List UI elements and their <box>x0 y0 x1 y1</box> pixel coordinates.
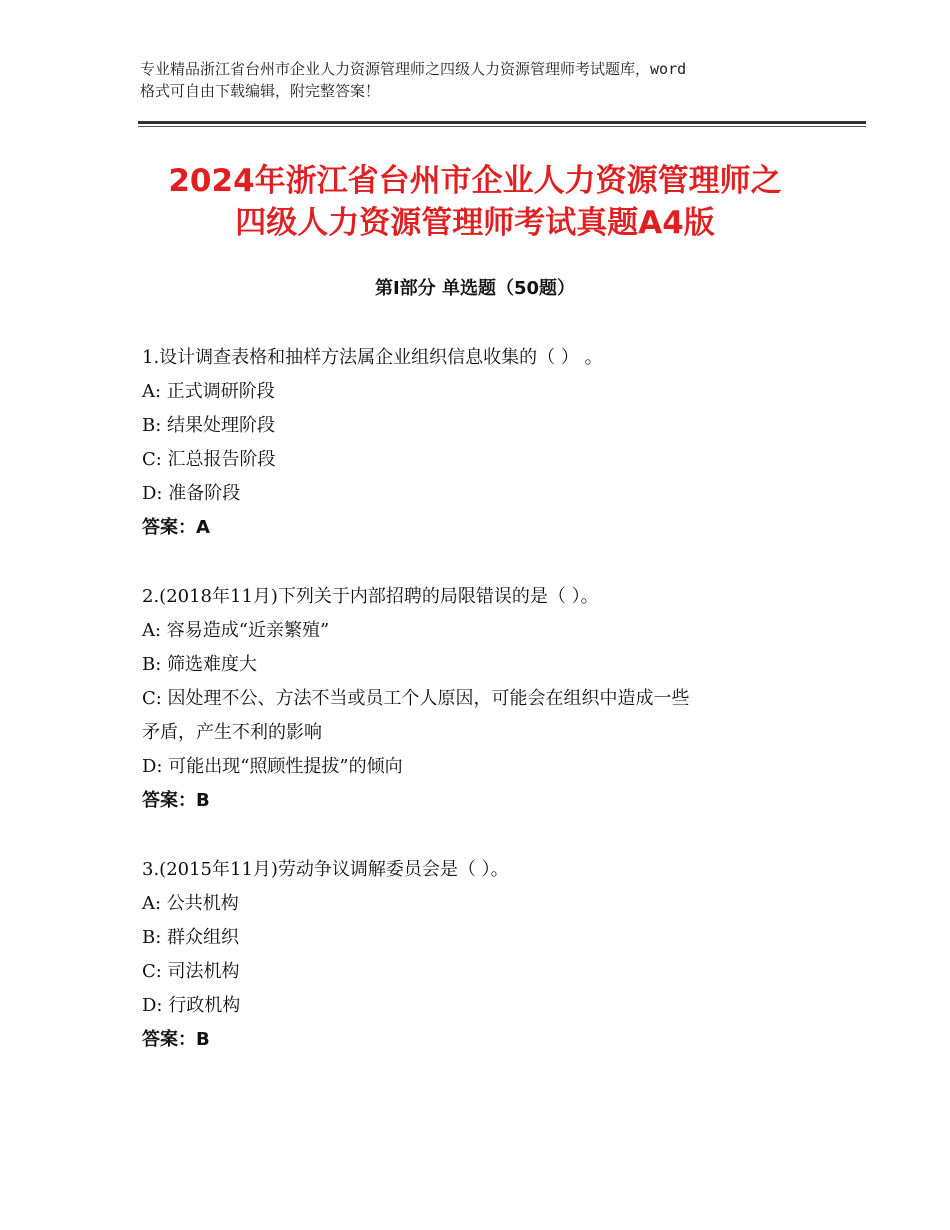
question-1 <box>142 341 822 545</box>
option-d: D: 可能出现“照顾性提拔”的倾向 <box>142 756 403 777</box>
option-a: A: 正式调研阶段 <box>142 381 275 402</box>
answer: 答案：A <box>142 517 210 538</box>
header-rule-thin <box>138 126 866 127</box>
question-3 <box>142 853 822 1057</box>
option-c: C: 汇总报告阶段 <box>142 449 276 470</box>
option-c: C: 因处理不公、方法不当或员工个人原因，可能会在组织中造成一些 <box>142 688 690 709</box>
header-note-line-2: 格式可自由下载编辑，附完整答案！ <box>140 82 381 100</box>
question-stem: 2.(2018年11月)下列关于内部招聘的局限错误的是（ ）。 <box>142 586 599 607</box>
document-title-line-2: 四级人力资源管理师考试真题A4版 <box>235 205 715 241</box>
document-title <box>75 160 875 244</box>
answer: 答案：B <box>142 790 210 811</box>
header-rule-thick <box>138 121 866 124</box>
option-d: D: 行政机构 <box>142 995 241 1016</box>
option-d: D: 准备阶段 <box>142 483 241 504</box>
option-c-continued: 矛盾，产生不利的影响 <box>142 722 322 743</box>
option-b: B: 结果处理阶段 <box>142 415 276 436</box>
option-c: C: 司法机构 <box>142 961 240 982</box>
option-b: B: 群众组织 <box>142 927 240 948</box>
header-note <box>140 58 830 102</box>
option-a: A: 公共机构 <box>142 893 239 914</box>
header-note-line-1: 专业精品浙江省台州市企业人力资源管理师之四级人力资源管理师考试题库，word <box>140 60 687 78</box>
question-stem: 1.设计调查表格和抽样方法属企业组织信息收集的（ ） 。 <box>142 347 603 368</box>
section-heading: 第Ⅰ部分 单选题（50题） <box>374 278 575 299</box>
question-stem: 3.(2015年11月)劳动争议调解委员会是（ ）。 <box>142 859 509 880</box>
option-a: A: 容易造成“近亲繁殖” <box>142 620 330 641</box>
document-title-line-1: 2024年浙江省台州市企业人力资源管理师之 <box>168 163 782 199</box>
answer: 答案：B <box>142 1029 210 1050</box>
question-2 <box>142 580 822 818</box>
option-b: B: 筛选难度大 <box>142 654 258 675</box>
